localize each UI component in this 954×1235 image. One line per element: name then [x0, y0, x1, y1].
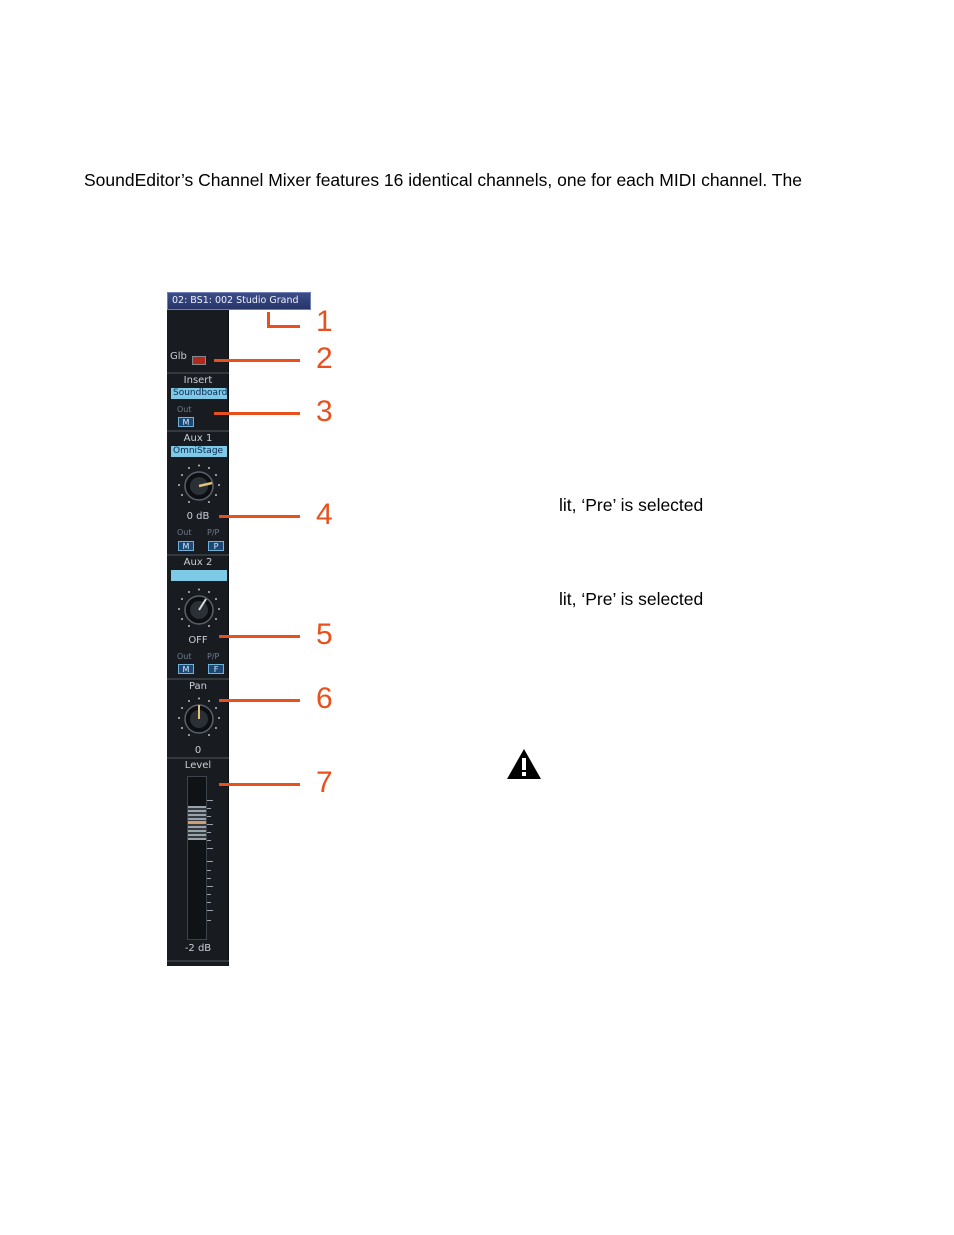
callout-line-3 [214, 412, 300, 415]
level-value: -2 dB [184, 943, 212, 954]
scale-tick [207, 832, 211, 833]
callout-number-4: 4 [316, 498, 333, 531]
aux2-slot[interactable] [171, 570, 227, 581]
scale-tick [207, 910, 213, 911]
scale-tick [207, 824, 213, 825]
aux1-prepost-button[interactable]: P [208, 541, 224, 551]
level-fader-track[interactable] [187, 776, 207, 940]
divider [167, 960, 229, 962]
callout-number-7: 7 [316, 766, 333, 799]
pan-value: 0 [194, 745, 202, 756]
aux2-prepost-button[interactable]: F [208, 664, 224, 674]
aux2-mute-button[interactable]: M [178, 664, 194, 674]
scale-tick [207, 902, 211, 903]
divider [167, 430, 229, 432]
intro-paragraph: SoundEditor’s Channel Mixer features 16 identical channels, one for each MIDI channel. The [84, 170, 802, 190]
level-fader-handle[interactable] [188, 806, 206, 840]
callout-number-1: 1 [316, 305, 333, 338]
aux2-side-note: lit, ‘Pre’ is selected [559, 589, 704, 609]
divider [167, 678, 229, 680]
scale-tick [207, 861, 213, 862]
insert-out-label: Out [177, 405, 192, 414]
callout-number-6: 6 [316, 682, 333, 715]
callout-line-5 [219, 635, 300, 638]
insert-slot[interactable]: Soundboard [173, 388, 227, 398]
pan-knob[interactable] [176, 696, 222, 742]
scale-tick [207, 894, 211, 895]
scale-tick [207, 886, 213, 887]
aux1-slot[interactable]: OmniStage [171, 446, 227, 457]
callout-number-3: 3 [316, 395, 333, 428]
callout-line-6 [219, 699, 300, 702]
aux1-out-label: Out [177, 528, 192, 537]
aux2-value: OFF [188, 635, 208, 646]
scale-tick [207, 840, 211, 841]
scale-tick [207, 808, 211, 809]
callout-line-1b [267, 325, 300, 328]
aux1-value: 0 dB [186, 511, 210, 522]
aux1-label: Aux 1 [183, 433, 213, 444]
glb-label: Glb [170, 351, 187, 362]
aux2-label: Aux 2 [183, 557, 213, 568]
divider [167, 757, 229, 759]
callout-line-2 [214, 359, 300, 362]
callout-line-7 [219, 783, 300, 786]
insert-mute-button[interactable]: M [178, 417, 194, 427]
pan-label: Pan [188, 681, 208, 692]
divider [167, 554, 229, 556]
scale-tick [207, 878, 211, 879]
scale-tick [207, 800, 213, 801]
scale-tick [207, 920, 211, 921]
scale-tick [207, 870, 211, 871]
glb-toggle-button[interactable] [192, 356, 206, 365]
insert-label: Insert [183, 375, 213, 386]
channel-strip [167, 310, 229, 966]
warning-icon [506, 748, 542, 780]
channel-name-bar[interactable]: 02: BS1: 002 Studio Grand [167, 292, 311, 310]
aux1-side-note: lit, ‘Pre’ is selected [559, 495, 704, 515]
aux2-pp-label: P/P [207, 652, 220, 661]
divider [167, 372, 229, 374]
aux1-send-knob[interactable] [176, 463, 222, 509]
aux1-mute-button[interactable]: M [178, 541, 194, 551]
callout-number-5: 5 [316, 618, 333, 651]
aux1-pp-label: P/P [207, 528, 220, 537]
aux2-out-label: Out [177, 652, 192, 661]
aux2-send-knob[interactable] [176, 587, 222, 633]
level-label: Level [184, 760, 212, 771]
scale-tick [207, 816, 211, 817]
scale-tick [207, 848, 213, 849]
callout-number-2: 2 [316, 342, 333, 375]
callout-line-4 [219, 515, 300, 518]
